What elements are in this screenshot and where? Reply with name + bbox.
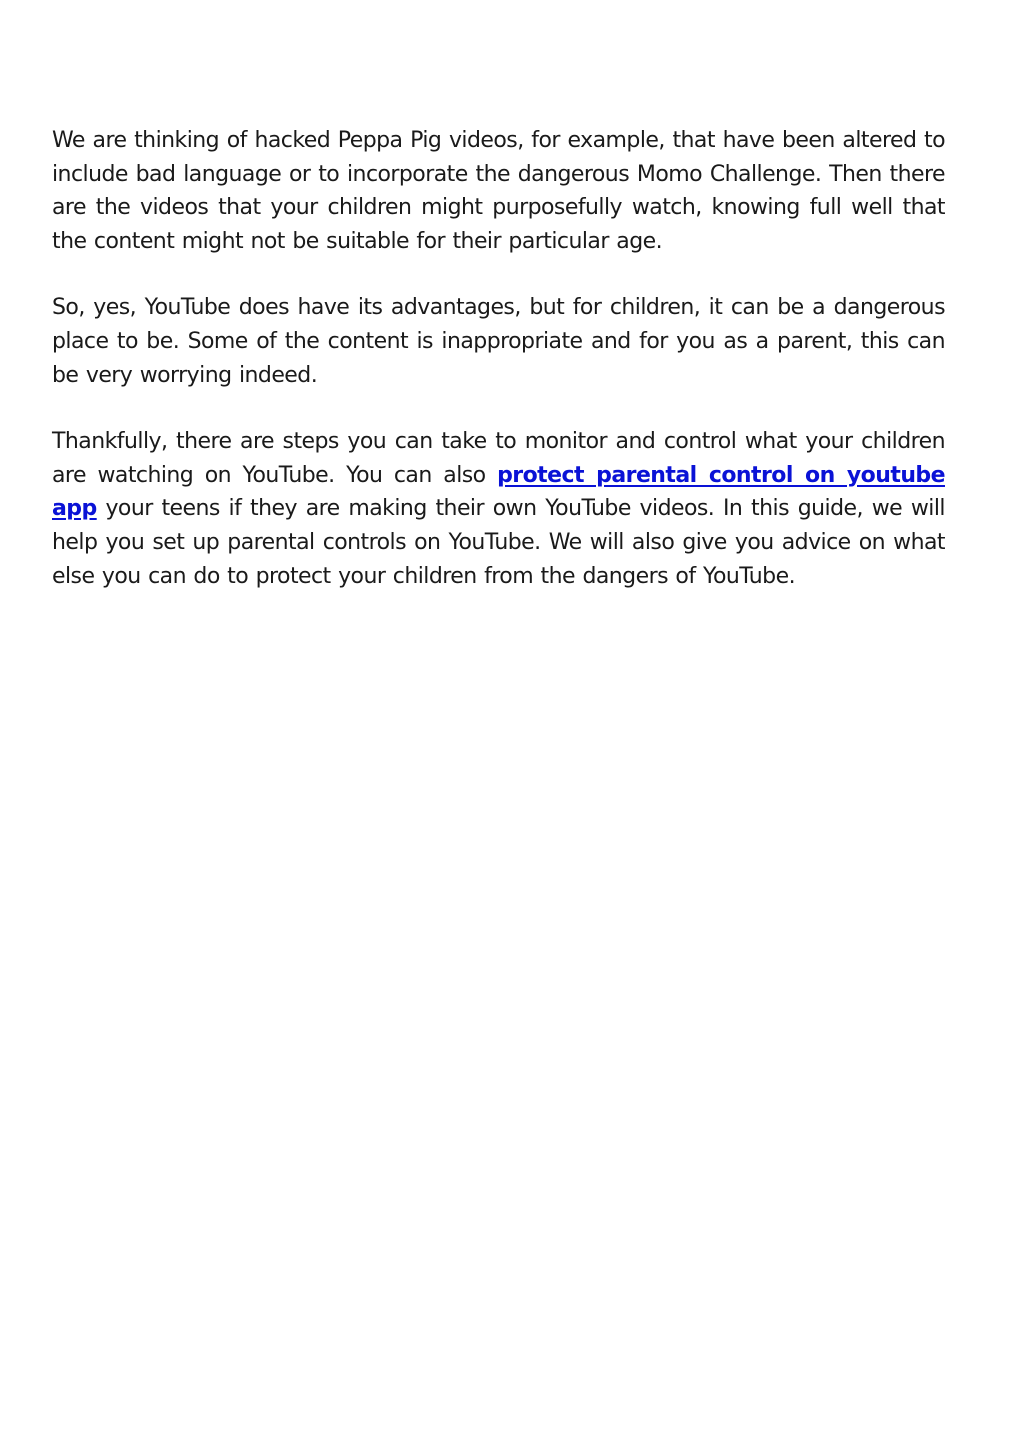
paragraph-text-after-link: your teens if they are making their own YouTube videos. In this guide, we will help you set up parental controls on YouTube. We will also give you advice on what else you can do to protect your children from the dangers of YouTube. [52, 496, 945, 589]
paragraph-parental-controls [52, 425, 945, 593]
paragraph-hacked-videos: We are thinking of hacked Peppa Pig videos, for example, that have been altered to include bad language or to incorporate the dangerous Momo Challenge. Then there are the videos that your children might purposefully watch, knowing full well that the content might not be suitable for their particular age. [52, 128, 945, 254]
paragraph-youtube-advantages: So, yes, YouTube does have its advantages, but for children, it can be a dangerous place to be. Some of the content is inappropriate and for you as a parent, this can be very worrying indeed. [52, 295, 945, 388]
paragraph-text-before-link: Thankfully, there are steps you can take to monitor and control what your children are watching on YouTube. You can also [52, 429, 945, 488]
document-page [52, 124, 945, 626]
parental-control-link[interactable]: protect parental control on youtube app [52, 462, 945, 522]
